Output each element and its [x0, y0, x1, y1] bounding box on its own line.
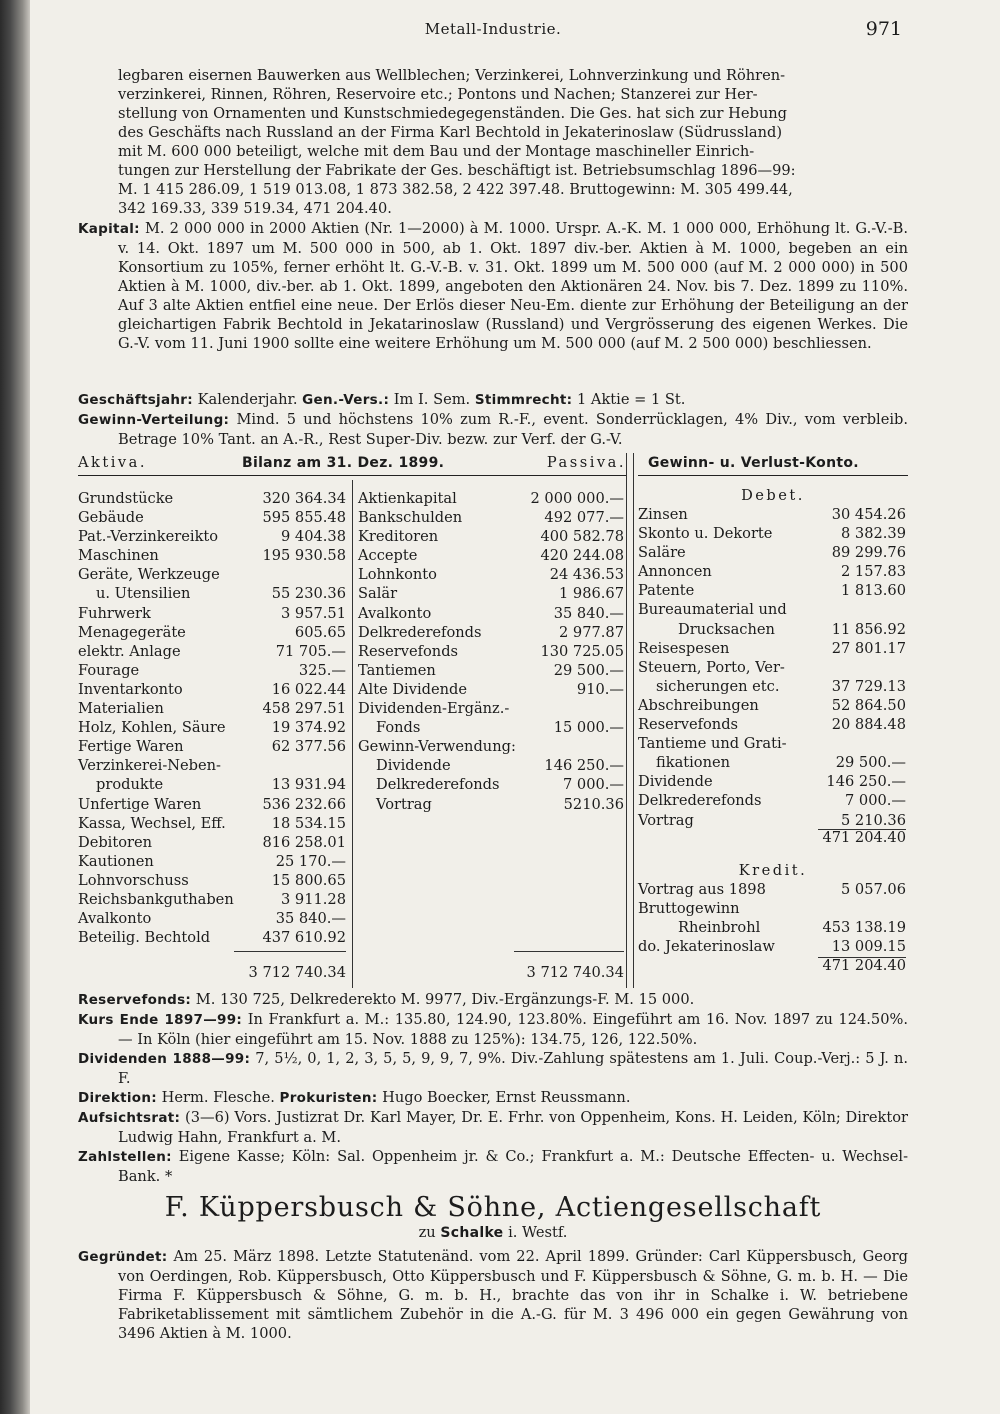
aktiva-row-label: Geräte, Werkzeuge [78, 566, 220, 584]
debet-row [638, 543, 906, 562]
zahlstellen-label: Zahlstellen: [78, 1149, 172, 1165]
bilanz-title: Bilanz am 31. Dez. 1899. [242, 455, 445, 471]
passiva-row [358, 508, 624, 527]
aktiva-row [78, 527, 346, 546]
page-header [78, 20, 908, 42]
aktiva-row-label: Reichsbankguthaben [78, 890, 234, 908]
kredit-total: 471 204.40 [822, 957, 906, 974]
aktiva-row-label: Fuhrwerk [78, 604, 151, 622]
debet-column [638, 505, 906, 830]
debet-row-value: 1 813.60 [841, 582, 906, 600]
passiva-row [358, 642, 624, 661]
aktiva-row [78, 775, 346, 794]
aktiva-row [78, 795, 346, 814]
passiva-row-label: Delkrederefonds [376, 776, 500, 794]
passiva-row [358, 775, 624, 794]
aktiva-row-value: 3 957.51 [281, 604, 346, 622]
debet-row-label: Drucksachen [678, 620, 775, 638]
passiva-row-value: 400 582.78 [540, 528, 624, 546]
debet-heading [638, 486, 908, 505]
passiva-row-label: Dividende [376, 757, 451, 775]
aktiva-row-value: 19 374.92 [271, 719, 346, 737]
aktiva-row [78, 699, 346, 718]
kredit-row-label: Bruttogewinn [638, 900, 740, 918]
debet-row [638, 696, 906, 715]
debet-row-value: 8 382.39 [841, 525, 906, 543]
kapital-section [78, 219, 908, 353]
dividenden-paragraph [78, 1049, 908, 1088]
guv-title: Gewinn- u. Verlust-Konto. [648, 455, 859, 471]
aktiva-total-rule [234, 951, 346, 952]
kredit-row-label: do. Jekaterinoslaw [638, 938, 775, 956]
debet-row [638, 791, 906, 810]
passiva-row [358, 756, 624, 775]
debet-row-value: 5 210.36 [841, 811, 906, 829]
intro-line: mit M. 600 000 beteiligt, welche mit dem Bau und der Montage maschineller Einrich- [118, 143, 755, 160]
debet-row-value: 29 500.— [835, 754, 906, 772]
dividenden-text: 7, 5½, 0, 1, 2, 3, 5, 5, 9, 9, 7, 9%. Div.-Zahlung spätestens am 1. Juli. Coup.-Verj.: 5 J. n. F. [118, 1050, 909, 1087]
aktiva-row-value: 25 170.— [275, 852, 346, 870]
passiva-row-label: Gewinn-Verwendung: [358, 738, 516, 756]
aktiva-row [78, 871, 346, 890]
debet-row-value: 146 250.— [826, 773, 906, 791]
debet-row [638, 562, 906, 581]
company-name: F. Küppersbusch & Söhne, Actiengesellschaft [164, 1192, 822, 1223]
kredit-row [638, 937, 906, 956]
aktiva-row-value: 13 931.94 [271, 776, 346, 794]
debet-row-label: Patente [638, 582, 695, 600]
kredit-row [638, 918, 906, 937]
passiva-total-rule [514, 951, 624, 952]
passiva-row-label: Alte Dividende [358, 680, 467, 698]
aktiva-row-value: 55 230.36 [271, 585, 346, 603]
aktiva-row-label: Avalkonto [78, 910, 152, 928]
intro-line: M. 1 415 286.09, 1 519 013.08, 1 873 382.58, 2 422 397.48. Bruttogewinn: M. 305 499.44, [118, 181, 793, 198]
aktiva-row-value: 595 855.48 [262, 509, 346, 527]
passiva-row-value: 24 436.53 [549, 566, 624, 584]
debet-row-label: fikationen [656, 754, 731, 772]
passiva-row-label: Fonds [376, 719, 421, 737]
stimmrecht-label: Stimmrecht: [474, 392, 573, 408]
aktiva-row [78, 508, 346, 527]
aktiva-row [78, 928, 346, 947]
debet-row-value: 52 864.50 [831, 696, 906, 714]
debet-row-label: Reservefonds [638, 716, 739, 734]
aktiva-row-label: Menagegeräte [78, 623, 186, 641]
passiva-row [358, 546, 624, 565]
gewinn-verteilung-label: Gewinn-Verteilung: [78, 412, 230, 428]
passiva-row [358, 795, 624, 814]
debet-row [638, 677, 906, 696]
passiva-row-label: Bankschulden [358, 509, 463, 527]
passiva-row-value: 35 840.— [553, 604, 624, 622]
debet-row-value: 11 856.92 [831, 620, 906, 638]
column-divider [633, 453, 634, 988]
zahlstellen-text: Eigene Kasse; Köln: Sal. Oppenheim jr. & Co.; Frankfurt a. M.: Deutsche Effecten- u. Wechsel-Bank. * [118, 1148, 908, 1185]
debet-row-label: Delkrederefonds [638, 792, 762, 810]
location-town: Schalke [440, 1225, 504, 1241]
aktiva-row-value: 35 840.— [275, 910, 346, 928]
passiva-column [358, 489, 624, 814]
direktion-line [78, 1088, 908, 1108]
passiva-row-value: 5210.36 [563, 795, 624, 813]
geschaeftsjahr-text: Kalenderjahr. [197, 391, 298, 408]
debet-row [638, 620, 906, 639]
debet-row-label: Bureaumaterial und [638, 601, 787, 619]
passiva-row-label: Tantiemen [358, 661, 436, 679]
debet-row-label: Reisespesen [638, 639, 730, 657]
guv-header [638, 453, 908, 476]
aktiva-row-label: Fertige Waren [78, 738, 184, 756]
aktiva-row-value: 536 232.66 [262, 795, 346, 813]
aktiva-row-label: produkte [96, 776, 164, 794]
location-prefix: zu [418, 1224, 436, 1241]
aktiva-total: 3 712 740.34 [248, 964, 346, 981]
passiva-row [358, 680, 624, 699]
gewinn-verteilung-text: Mind. 5 und höchstens 10% zum R.-F., event. Sonderrücklagen, 4% Div., vom verbleib. Betrage 10% Tant. an A.-R., Rest Super-Div. bezw. zur Verf. der G.-V. [118, 411, 909, 448]
kurs-label: Kurs Ende 1897—99: [78, 1012, 243, 1028]
intro-paragraph [78, 66, 908, 218]
reservefonds-line [78, 990, 908, 1010]
aktiva-row [78, 489, 346, 508]
kapital-paragraph [78, 219, 908, 353]
gegruendet-section [78, 1247, 908, 1343]
passiva-row-value: 420 244.08 [540, 547, 624, 565]
location-suffix: i. Westf. [508, 1224, 568, 1241]
aktiva-row-value: 437 610.92 [262, 929, 346, 947]
column-divider [626, 453, 627, 988]
intro-line: 342 169.33, 339 519.34, 471 204.40. [118, 200, 392, 217]
aktiva-row-label: Holz, Kohlen, Säure [78, 719, 226, 737]
passiva-row-label: Vortrag [376, 795, 432, 813]
bilanz-header [78, 453, 626, 476]
kapital-label: Kapital: [78, 221, 140, 237]
debet-total: 471 204.40 [822, 829, 906, 846]
debet-row-value: 89 299.76 [831, 544, 906, 562]
gegruendet-paragraph [78, 1247, 908, 1343]
aktiva-row-value: 16 022.44 [271, 680, 346, 698]
debet-row [638, 734, 906, 753]
debet-row [638, 715, 906, 734]
reservefonds-label: Reservefonds: [78, 992, 192, 1008]
aktiva-row-label: Kautionen [78, 852, 154, 870]
kredit-row-value: 453 138.19 [822, 919, 906, 937]
kredit-column [638, 880, 906, 956]
intro-line: legbaren eisernen Bauwerken aus Wellblechen; Verzinkerei, Lohnverzinkung und Röhren- [118, 67, 786, 84]
intro-line: stellung von Ornamenten und Kunstschmiedegegenständen. Die Ges. hat sich zur Hebung [118, 105, 788, 122]
reservefonds-text: M. 130 725, Delkrederekto M. 9977, Div.-Ergänzungs-F. M. 15 000. [195, 991, 695, 1008]
geschaeftsjahr-section [78, 390, 908, 449]
aktiva-row-value: 71 705.— [275, 642, 346, 660]
aktiva-row [78, 642, 346, 661]
passiva-row-value: 2 000 000.— [530, 490, 624, 507]
direktion-text: Herm. Flesche. [161, 1089, 275, 1106]
debet-row-label: Steuern, Porto, Ver- [638, 658, 785, 676]
aktiva-row-label: Materialien [78, 700, 164, 718]
debet-row [638, 600, 906, 619]
aktiva-row [78, 565, 346, 584]
aktiva-row [78, 546, 346, 565]
aktiva-row [78, 890, 346, 909]
stimmrecht-text: 1 Aktie = 1 St. [577, 391, 686, 408]
aktiva-row [78, 852, 346, 871]
kapital-text: M. 2 000 000 in 2000 Aktien (Nr. 1—2000) à M. 1000. Urspr. A.-K. M. 1 000 000, Erhöhung lt. G.-V.-B. v. 14. Okt. 1897 um M. 500 000 in 500, ab 1. Okt. 1897 div.-ber. Aktien à M. 1000, begeben an ein Konsortium zu 105%, ferner erhöht lt. G.-V.-B. v. 31. Okt. 1899 um M. 500 000 (auf M. 2 000 000) in 500 Aktien à M. 1000, div.-ber. ab 1. Okt. 1899, angeboten den Aktionären 24. Nov. bis 7. Dez. 1899 zu 110%. Auf 3 alte Aktien entfiel eine neue. Der Erlös dieser Neu-Em. diente zur Erhöhung der Beteiligung an der gleichartigen Fabrik Bechtold in Jekatarinoslaw (Russland) und Vergrösserung des eigenen Werkes. Die G.-V. vom 11. Juni 1900 sollte eine weitere Erhöhung um M. 500 000 (auf M. 2 500 000) beschliessen. [118, 220, 908, 352]
passiva-row-label: Delkrederefonds [358, 623, 482, 641]
aktiva-row-value: 9 404.38 [281, 528, 346, 546]
passiva-row-value: 910.— [576, 680, 624, 698]
passiva-row [358, 718, 624, 737]
passiva-row-label: Reservefonds [358, 642, 459, 660]
gegruendet-text: Am 25. März 1898. Letzte Statutenänd. vom 22. April 1899. Gründer: Carl Küppersbusch, Georg von Oerdingen, Rob. Küppersbusch, Otto Küppersbusch und F. Küppersbusch & Söhne, G. m. b. H. — Die Firma F. Küppersbusch & Söhne, G. m. b. H., brachte das von ihr in Schalke i. W. betriebene Fabriketablissement mit sämtlichem Zubehör in die A.-G. für M. 3 496 000 ein gegen Gewährung von 3496 Aktien à M. 1000. [118, 1248, 908, 1342]
gewinn-verteilung-paragraph [78, 410, 908, 449]
passiva-row [358, 584, 624, 603]
debet-row-label: sicherungen etc. [656, 677, 780, 695]
passiva-row-value: 7 000.— [562, 776, 624, 794]
passiva-row-label: Aktienkapital [358, 490, 457, 507]
debet-row-value: 30 454.26 [831, 506, 906, 523]
aktiva-row-label: Gebäude [78, 509, 144, 527]
aktiva-row [78, 718, 346, 737]
debet-row-value: 7 000.— [844, 792, 906, 810]
passiva-row-label: Lohnkonto [358, 566, 437, 584]
aktiva-row-value: 320 364.34 [262, 490, 346, 507]
debet-row-label: Vortrag [638, 811, 694, 829]
aktiva-row-label: Beteilig. Bechtold [78, 929, 211, 947]
debet-row-label: Abschreibungen [638, 696, 759, 714]
aktiva-row-value: 605.65 [294, 623, 346, 641]
gegruendet-label: Gegründet: [78, 1249, 168, 1265]
aktiva-row-label: Lohnvorschuss [78, 871, 189, 889]
debet-row-value: 27 801.17 [831, 639, 906, 657]
running-title: Metall-Industrie. [424, 20, 562, 38]
aktiva-row [78, 833, 346, 852]
passiva-row [358, 699, 624, 718]
aktiva-row-value: 195 930.58 [262, 547, 346, 565]
passiva-row [358, 737, 624, 756]
intro-line: tungen zur Herstellung der Fabrikate der Ges. beschäftigt ist. Betriebsumschlag 1896—99: [118, 162, 796, 179]
aktiva-row [78, 604, 346, 623]
aktiva-row [78, 680, 346, 699]
aktiva-row-label: Unfertige Waren [78, 795, 202, 813]
kredit-heading [638, 861, 908, 880]
aktiva-row-label: u. Utensilien [96, 585, 191, 603]
geschaeftsjahr-label: Geschäftsjahr: [78, 392, 193, 408]
geschaeftsjahr-line [78, 390, 908, 410]
balance-sheet [78, 453, 908, 988]
passiva-row [358, 489, 624, 508]
aufsichtsrat-text: (3—6) Vors. Justizrat Dr. Karl Mayer, Dr. E. Frhr. von Oppenheim, Kons. H. Leiden, Köln; Direktor Ludwig Hahn, Frankfurt a. M. [118, 1109, 908, 1146]
debet-row-value: 20 884.48 [831, 716, 906, 734]
debet-row-label: Dividende [638, 773, 713, 791]
debet-row [638, 505, 906, 524]
passiva-row-label: Accepte [358, 547, 418, 565]
debet-row-label: Skonto u. Dekorte [638, 525, 773, 543]
kurs-text: In Frankfurt a. M.: 135.80, 124.90, 123.80%. Eingeführt am 16. Nov. 1897 zu 124.50%. — In Köln (hier eingeführt am 15. Nov. 1888 zu 125%): 134.75, 126, 122.50%. [118, 1011, 908, 1048]
aktiva-row-value: 18 534.15 [271, 814, 346, 832]
aktiva-row [78, 584, 346, 603]
debet-row [638, 639, 906, 658]
post-balance-section [78, 990, 908, 1186]
debet-row-value: 37 729.13 [831, 677, 906, 695]
page-number: 971 [865, 18, 902, 40]
kredit-label: Kredit. [738, 862, 808, 879]
aktiva-row-value: 3 911.28 [281, 890, 346, 908]
aktiva-row [78, 661, 346, 680]
zahlstellen-paragraph [78, 1147, 908, 1186]
debet-row-label: Annoncen [638, 563, 712, 581]
debet-row-value: 2 157.83 [841, 563, 906, 581]
aufsichtsrat-label: Aufsichtsrat: [78, 1110, 181, 1126]
debet-row [638, 753, 906, 772]
aktiva-row [78, 623, 346, 642]
passiva-row-value: 29 500.— [553, 661, 624, 679]
debet-row-label: Tantieme und Grati- [638, 735, 787, 753]
aktiva-row-label: elektr. Anlage [78, 642, 181, 660]
aktiva-row-value: 816 258.01 [262, 833, 346, 851]
aktiva-row [78, 814, 346, 833]
passiva-row-value: 130 725.05 [540, 642, 624, 660]
passiva-row-value: 1 986.67 [559, 585, 624, 603]
passiva-label: Passiva. [546, 454, 626, 471]
passiva-row-label: Salär [358, 585, 398, 603]
company-location [78, 1224, 908, 1241]
aktiva-row-label: Grundstücke [78, 490, 174, 507]
prokuristen-text: Hugo Boecker, Ernst Reussmann. [382, 1089, 631, 1106]
aktiva-row-label: Fourage [78, 661, 140, 679]
passiva-row-value: 146 250.— [544, 757, 624, 775]
passiva-row [358, 565, 624, 584]
debet-row [638, 772, 906, 791]
aktiva-row-label: Verzinkerei-Neben- [78, 757, 221, 775]
passiva-row-value: 492 077.— [544, 509, 624, 527]
aktiva-row-label: Maschinen [78, 547, 159, 565]
aktiva-row [78, 756, 346, 775]
dividenden-label: Dividenden 1888—99: [78, 1051, 251, 1067]
debet-row-label: Saläre [638, 544, 686, 562]
passiva-row [358, 623, 624, 642]
kredit-row-label: Rheinbrohl [678, 919, 761, 937]
passiva-row [358, 604, 624, 623]
aktiva-row-label: Debitoren [78, 833, 153, 851]
aktiva-row-label: Kassa, Wechsel, Eff. [78, 814, 226, 832]
kredit-row-value: 13 009.15 [831, 938, 906, 956]
debet-row-label: Zinsen [638, 506, 688, 523]
passiva-total: 3 712 740.34 [526, 964, 624, 981]
intro-line: verzinkerei, Rinnen, Röhren, Reservoire etc.; Pontons und Nachen; Stanzerei zur Her- [118, 86, 758, 103]
intro-line: des Geschäfts nach Russland an der Firma Karl Bechtold in Jekaterinoslaw (Südrussland) [118, 124, 783, 141]
aktiva-column [78, 489, 346, 947]
debet-row [638, 658, 906, 677]
passiva-row [358, 527, 624, 546]
debet-row [638, 581, 906, 600]
kredit-row [638, 899, 906, 918]
aktiva-row-value: 325.— [298, 661, 346, 679]
passiva-row-value: 15 000.— [553, 719, 624, 737]
passiva-row-label: Avalkonto [358, 604, 432, 622]
passiva-row-value: 2 977.87 [559, 623, 624, 641]
gen-vers-label: Gen.-Vers.: [302, 392, 390, 408]
passiva-row-label: Kreditoren [358, 528, 439, 546]
aktiva-row-value: 15 800.65 [271, 871, 346, 889]
debet-row [638, 524, 906, 543]
aktiva-row-label: Inventarkonto [78, 680, 183, 698]
debet-label: Debet. [741, 487, 805, 504]
column-divider [352, 480, 353, 988]
book-spine-shadow [0, 0, 30, 1414]
direktion-label: Direktion: [78, 1090, 157, 1106]
aktiva-row-label: Pat.-Verzinkereikto [78, 528, 219, 546]
aktiva-row-value: 62 377.56 [271, 738, 346, 756]
debet-row [638, 811, 906, 830]
aktiva-label: Aktiva. [78, 454, 147, 471]
passiva-row [358, 661, 624, 680]
kurs-paragraph [78, 1010, 908, 1049]
gen-vers-text: Im I. Sem. [393, 391, 471, 408]
kredit-row [638, 880, 906, 899]
aktiva-row [78, 909, 346, 928]
aktiva-row-value: 458 297.51 [262, 700, 346, 718]
kredit-row-value: 5 057.06 [841, 881, 906, 898]
passiva-row-label: Dividenden-Ergänz.- [358, 700, 510, 718]
aktiva-row [78, 737, 346, 756]
prokuristen-label: Prokuristen: [279, 1090, 378, 1106]
kredit-row-label: Vortrag aus 1898 [638, 881, 766, 898]
aufsichtsrat-paragraph [78, 1108, 908, 1147]
